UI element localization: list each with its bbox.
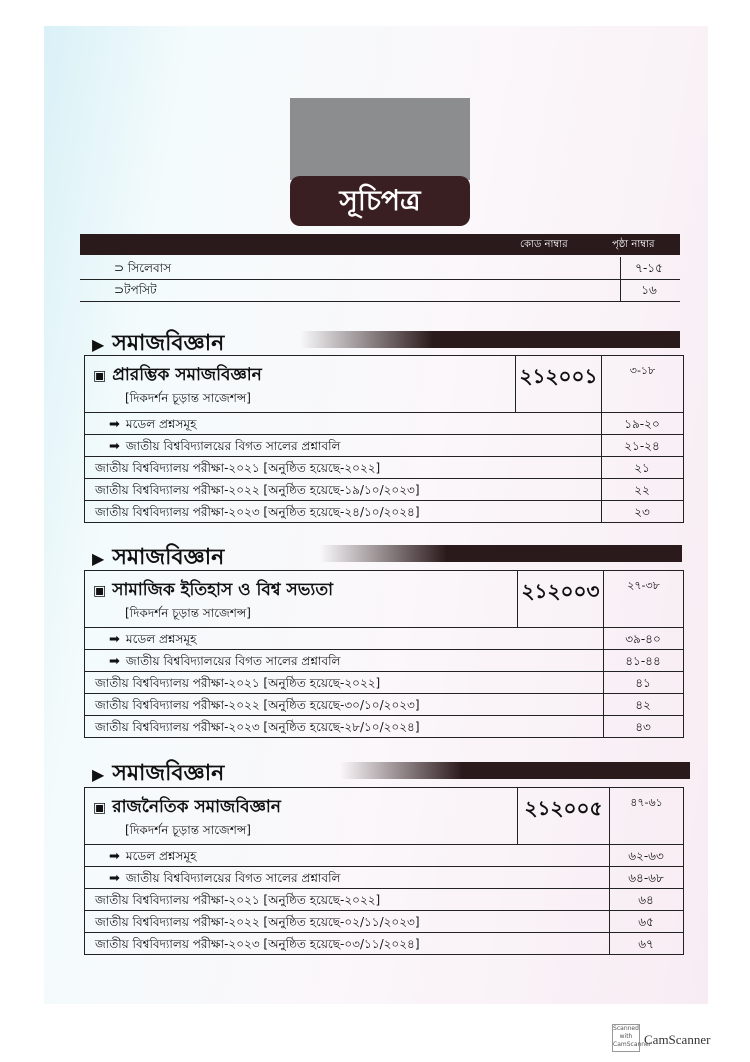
row-label [95,936,420,956]
square-bullet-icon: ▣ [93,368,107,384]
subject-block [84,355,684,523]
row-label [109,653,340,673]
row-label-text: মডেল প্রশ্নসমূহ [125,632,197,646]
subject-note: [দিকদর্শন চূড়ান্ত সাজেশন্স] [125,823,251,837]
course-code: ২১২০০১ [515,356,601,412]
row-pages: ৪১-৪৪ [625,654,661,668]
section-bar [300,331,680,348]
table-row [85,866,683,889]
table-row [85,932,683,955]
triangle-icon: ▶ [92,335,105,354]
subject-title [93,794,281,822]
camscanner-logo-icon: Scanned with CamScanner [612,1024,640,1052]
row-pages: ৬২-৬৩ [628,849,664,863]
row-label [95,719,420,739]
row-label [109,870,340,890]
arrow-right-icon: ➡ [109,871,120,886]
arrow-right-icon: ➡ [109,417,120,432]
row-label-text: জাতীয় বিশ্ববিদ্যালয়ের বিগত সালের প্রশ্নাবলি [125,871,341,885]
row-pages: ১৯-২০ [624,417,660,431]
triangle-icon: ▶ [92,549,105,568]
table-row [85,478,683,501]
section-heading-text: সমাজবিজ্ঞান [112,545,225,570]
top-item-label: ⊃ সিলেবাস [114,261,172,275]
row-pages: ৪৩ [635,720,651,734]
top-item-row [80,257,680,280]
row-pages: ৩৯-৪০ [625,632,661,646]
row-label-text: জাতীয় বিশ্ববিদ্যালয় পরীক্ষা-২০২১ [অনুষ্ঠিত হয়েছে-২০২২] [95,461,381,475]
subject-note: [দিকদর্শন চূড়ান্ত সাজেশন্স] [125,391,251,405]
triangle-icon: ▶ [92,765,105,784]
top-item-row [80,279,680,302]
subject-title [93,362,262,390]
row-label-text: জাতীয় বিশ্ববিদ্যালয় পরীক্ষা-২০২৩ [অনুষ্ঠিত হয়েছে-২৮/১০/২০২৪] [95,720,420,734]
row-label-text: মডেল প্রশ্নসমূহ [125,849,197,863]
arrow-right-icon: ➡ [109,439,120,454]
row-label-text: জাতীয় বিশ্ববিদ্যালয় পরীক্ষা-২০২৩ [অনুষ্ঠিত হয়েছে-২৪/১০/২০২৪] [95,505,420,519]
table-row [85,500,683,523]
table-row [85,910,683,933]
cover-image-placeholder [290,98,470,180]
row-pages: ২১ [634,461,650,475]
row-label [95,460,380,480]
subject-pages: ৪৭-৬১ [609,788,683,844]
table-row [85,434,683,457]
subject-title-text: রাজনৈতিক সমাজবিজ্ঞান [112,797,281,817]
page-title: সূচিপত্র [290,176,470,226]
row-label-text: জাতীয় বিশ্ববিদ্যালয় পরীক্ষা-২০২৩ [অনুষ্ঠিত হয়েছে-০৩/১১/২০২৪] [95,937,420,951]
table-row [85,715,683,738]
header-code-label: কোড নাম্বার [520,239,568,250]
subject-title [93,577,333,605]
square-bullet-icon: ▣ [93,800,107,816]
table-row [85,888,683,911]
row-pages: ২১-২৪ [624,439,660,453]
watermark-text: CamScanner [644,1032,711,1047]
row-label [95,482,420,502]
subject-title-text: প্রারম্ভিক সমাজবিজ্ঞান [112,365,262,385]
subject-cell [85,571,515,627]
section-bar [320,545,682,562]
row-label-text: মডেল প্রশ্নসমূহ [125,417,197,431]
subject-pages: ৩-১৮ [601,356,683,412]
table-row [85,671,683,694]
table-row [85,693,683,716]
table-row [85,412,683,435]
subject-cell [85,356,515,412]
row-pages: ৬৫ [638,915,654,929]
row-pages: ২৩ [634,505,650,519]
row-label [95,697,420,717]
section-heading-text: সমাজবিজ্ঞান [112,331,225,356]
row-label [109,848,196,868]
subject-block [84,787,684,955]
row-label [109,438,340,458]
row-label [109,631,196,651]
section-heading-text: সমাজবিজ্ঞান [112,761,225,786]
row-label [95,675,380,695]
row-label [109,416,196,436]
row-label-text: জাতীয় বিশ্ববিদ্যালয় পরীক্ষা-২০২২ [অনুষ্ঠিত হয়েছে-১৯/১০/২০২৩] [95,483,420,497]
table-row [85,456,683,479]
row-pages: ৬৪-৬৮ [628,871,664,885]
row-label [95,504,420,524]
row-label-text: জাতীয় বিশ্ববিদ্যালয় পরীক্ষা-২০২১ [অনুষ্ঠিত হয়েছে-২০২২] [95,893,381,907]
header-bar [80,234,680,255]
arrow-right-icon: ➡ [109,632,120,647]
row-label-text: জাতীয় বিশ্ববিদ্যালয়ের বিগত সালের প্রশ্নাবলি [125,654,341,668]
header-page-label: পৃষ্ঠা নাম্বার [612,239,655,250]
subject-note: [দিকদর্শন চূড়ান্ত সাজেশন্স] [125,606,251,620]
table-row [85,844,683,867]
section-bar [340,762,690,779]
row-label-text: জাতীয় বিশ্ববিদ্যালয় পরীক্ষা-২০২১ [অনুষ্ঠিত হয়েছে-২০২২] [95,676,381,690]
top-item-pages: ৭-১৫ [635,261,663,275]
course-code: ২১২০০৩ [517,571,603,627]
top-item-label: ⊃টপসিট [114,283,157,297]
course-code: ২১২০০৫ [517,788,609,844]
row-label-text: জাতীয় বিশ্ববিদ্যালয় পরীক্ষা-২০২২ [অনুষ্ঠিত হয়েছে-৩০/১০/২০২৩] [95,698,420,712]
row-label [95,914,420,934]
subject-title-text: সামাজিক ইতিহাস ও বিশ্ব সভ্যতা [112,580,334,600]
row-pages: ৪১ [635,676,651,690]
row-label-text: জাতীয় বিশ্ববিদ্যালয়ের বিগত সালের প্রশ্নাবলি [125,439,341,453]
row-pages: ২২ [634,483,650,497]
row-label [95,892,380,912]
row-pages: ৬৪ [638,893,654,907]
arrow-right-icon: ➡ [109,654,120,669]
subject-block [84,570,684,738]
top-item-pages: ১৬ [641,283,657,297]
table-row [85,649,683,672]
subject-cell [85,788,515,844]
square-bullet-icon: ▣ [93,583,107,599]
subject-pages: ২৭-৩৮ [603,571,683,627]
row-pages: ৬৭ [638,937,654,951]
row-pages: ৪২ [635,698,651,712]
row-label-text: জাতীয় বিশ্ববিদ্যালয় পরীক্ষা-২০২২ [অনুষ্ঠিত হয়েছে-০২/১১/২০২৩] [95,915,420,929]
table-row [85,627,683,650]
arrow-right-icon: ➡ [109,849,120,864]
